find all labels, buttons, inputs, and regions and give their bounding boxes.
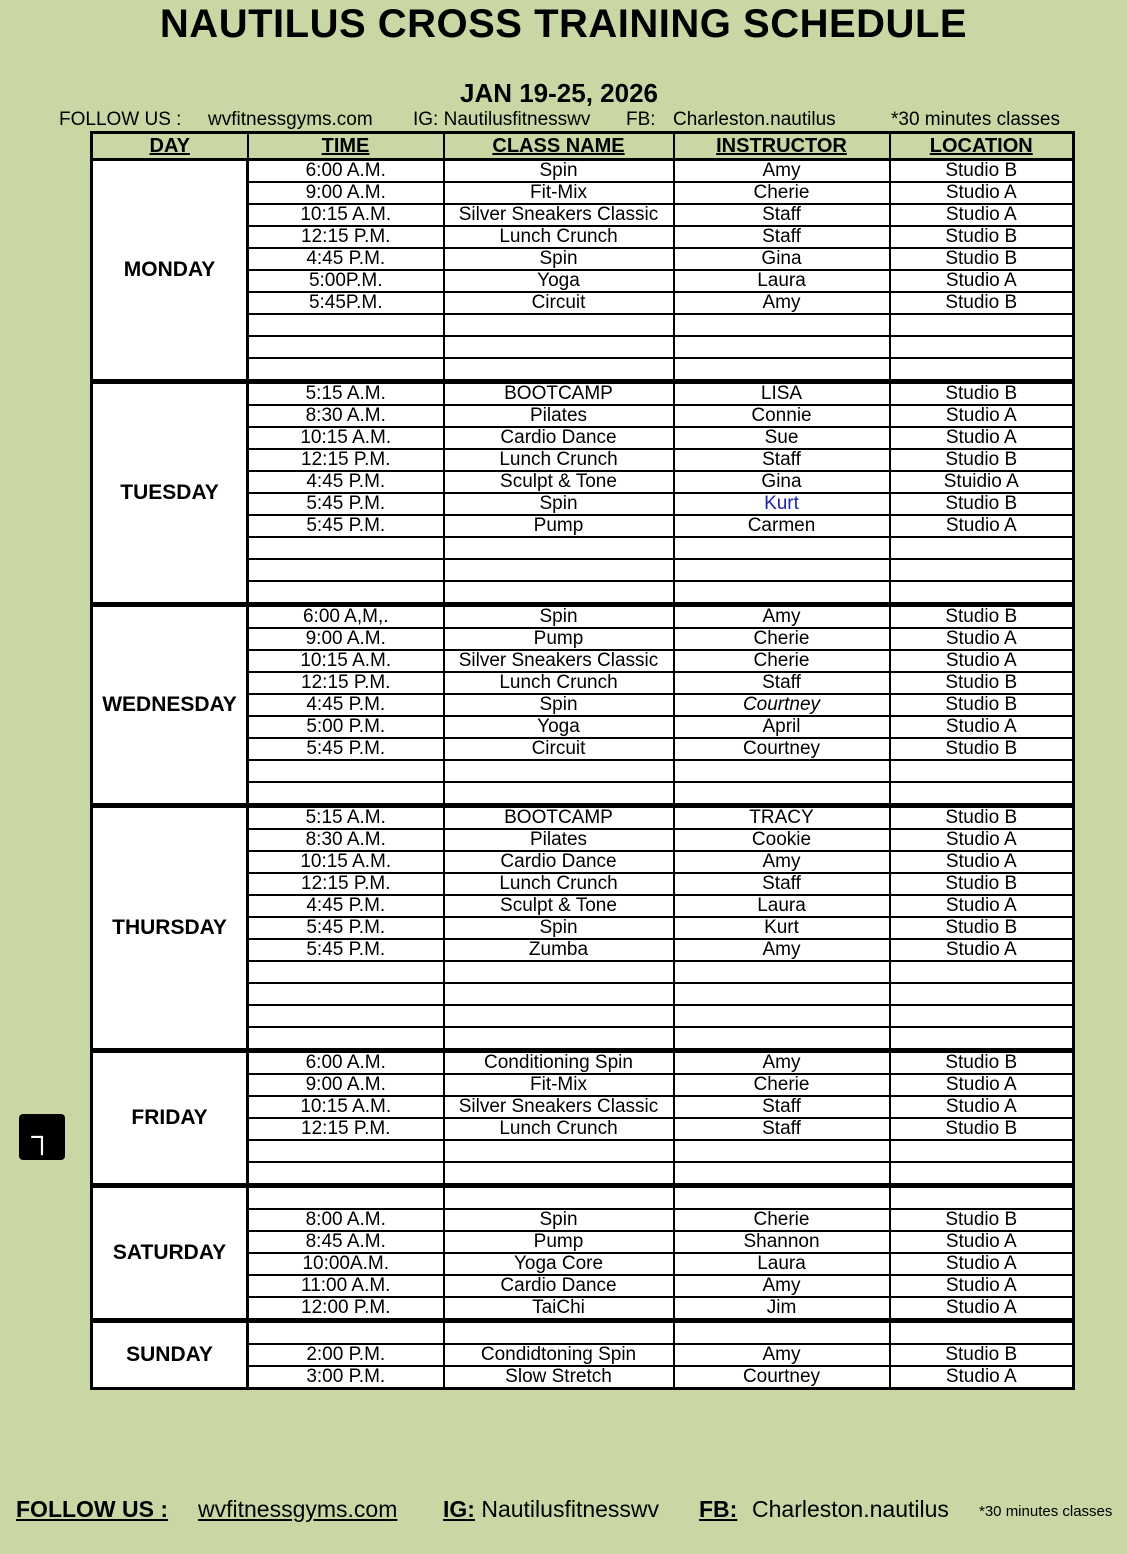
instructor-cell: Courtney bbox=[674, 738, 890, 760]
instructor-cell: Staff bbox=[674, 204, 890, 226]
instructor-cell bbox=[674, 961, 890, 983]
time-cell: 10:15 A.M. bbox=[248, 650, 444, 672]
time-cell: 8:00 A.M. bbox=[248, 1209, 444, 1231]
location-cell: Studio A bbox=[890, 270, 1074, 292]
time-cell: 5:45 P.M. bbox=[248, 738, 444, 760]
time-cell bbox=[248, 1186, 444, 1210]
day-cell: SUNDAY bbox=[92, 1321, 248, 1389]
class-name-cell: Spin bbox=[444, 493, 674, 515]
class-name-cell: Condidtoning Spin bbox=[444, 1344, 674, 1366]
class-name-cell: Pilates bbox=[444, 405, 674, 427]
location-cell: Studio B bbox=[890, 292, 1074, 314]
location-cell: Studio A bbox=[890, 1231, 1074, 1253]
instructor-cell: Cherie bbox=[674, 628, 890, 650]
location-cell bbox=[890, 581, 1074, 605]
instructor-cell: Staff bbox=[674, 1096, 890, 1118]
time-cell: 3:00 P.M. bbox=[248, 1366, 444, 1389]
location-cell: Studio A bbox=[890, 1366, 1074, 1389]
class-name-cell: Spin bbox=[444, 160, 674, 183]
location-cell: Studio B bbox=[890, 605, 1074, 629]
instructor-cell: Amy bbox=[674, 1051, 890, 1075]
time-cell: 6:00 A.M. bbox=[248, 1051, 444, 1075]
table-row bbox=[92, 1186, 1074, 1210]
location-cell bbox=[890, 314, 1074, 336]
instructor-cell: Laura bbox=[674, 1253, 890, 1275]
instructor-cell bbox=[674, 1321, 890, 1345]
table-row bbox=[92, 1321, 1074, 1345]
class-name-cell bbox=[444, 782, 674, 806]
time-cell: 12:15 P.M. bbox=[248, 873, 444, 895]
location-cell: Studio A bbox=[890, 515, 1074, 537]
time-cell: 5:45P.M. bbox=[248, 292, 444, 314]
class-name-cell: Slow Stretch bbox=[444, 1366, 674, 1389]
instructor-cell: Cherie bbox=[674, 182, 890, 204]
time-cell: 9:00 A.M. bbox=[248, 628, 444, 650]
location-cell: Studio A bbox=[890, 829, 1074, 851]
time-cell: 12:15 P.M. bbox=[248, 226, 444, 248]
instructor-cell bbox=[674, 760, 890, 782]
class-name-cell: Cardio Dance bbox=[444, 1275, 674, 1297]
location-cell bbox=[890, 537, 1074, 559]
location-cell: Studio A bbox=[890, 204, 1074, 226]
class-name-cell: Pilates bbox=[444, 829, 674, 851]
class-name-cell: Pump bbox=[444, 628, 674, 650]
location-cell: Studio A bbox=[890, 628, 1074, 650]
class-name-cell bbox=[444, 1027, 674, 1051]
time-cell: 11:00 A.M. bbox=[248, 1275, 444, 1297]
location-cell: Studio B bbox=[890, 160, 1074, 183]
location-cell: Studio B bbox=[890, 738, 1074, 760]
class-name-cell: TaiChi bbox=[444, 1297, 674, 1321]
location-cell: Studio B bbox=[890, 1344, 1074, 1366]
time-cell: 5:45 P.M. bbox=[248, 515, 444, 537]
time-cell: 5:45 P.M. bbox=[248, 917, 444, 939]
location-cell: Studio A bbox=[890, 1074, 1074, 1096]
class-name-cell: Circuit bbox=[444, 292, 674, 314]
instructor-cell: Carmen bbox=[674, 515, 890, 537]
instructor-cell: Amy bbox=[674, 292, 890, 314]
time-cell bbox=[248, 983, 444, 1005]
time-cell: 8:45 A.M. bbox=[248, 1231, 444, 1253]
class-name-cell bbox=[444, 1186, 674, 1210]
location-cell: Studio B bbox=[890, 449, 1074, 471]
table-header-row bbox=[92, 133, 1074, 160]
class-name-cell: Cardio Dance bbox=[444, 851, 674, 873]
table-row bbox=[92, 160, 1074, 183]
location-cell: Studio B bbox=[890, 806, 1074, 830]
class-name-cell: Silver Sneakers Classic bbox=[444, 204, 674, 226]
class-name-cell: Spin bbox=[444, 694, 674, 716]
location-cell: Studio A bbox=[890, 182, 1074, 204]
website-link[interactable]: wvfitnessgyms.com bbox=[208, 109, 373, 130]
location-cell: Studio A bbox=[890, 650, 1074, 672]
time-cell: 4:45 P.M. bbox=[248, 694, 444, 716]
column-header-time: TIME bbox=[248, 133, 444, 160]
time-cell bbox=[248, 760, 444, 782]
time-cell bbox=[248, 1027, 444, 1051]
instructor-cell: Connie bbox=[674, 405, 890, 427]
instructor-cell: Amy bbox=[674, 1275, 890, 1297]
time-cell: 2:00 P.M. bbox=[248, 1344, 444, 1366]
instructor-cell: Cherie bbox=[674, 1074, 890, 1096]
location-cell: Studio B bbox=[890, 1051, 1074, 1075]
class-name-cell: Spin bbox=[444, 917, 674, 939]
location-cell: Studio A bbox=[890, 1096, 1074, 1118]
time-cell bbox=[248, 1140, 444, 1162]
class-name-cell bbox=[444, 358, 674, 382]
instructor-cell: Kurt bbox=[674, 917, 890, 939]
time-cell: 5:00P.M. bbox=[248, 270, 444, 292]
class-name-cell: Pump bbox=[444, 515, 674, 537]
instructor-cell: LISA bbox=[674, 382, 890, 406]
time-cell: 9:00 A.M. bbox=[248, 182, 444, 204]
instructor-cell bbox=[674, 1140, 890, 1162]
instructor-cell bbox=[674, 1005, 890, 1027]
website-link-bottom[interactable]: wvfitnessgyms.com bbox=[198, 1496, 398, 1522]
instructor-cell: Gina bbox=[674, 248, 890, 270]
class-length-note-bottom: *30 minutes classes bbox=[979, 1503, 1113, 1520]
class-name-cell: Yoga bbox=[444, 270, 674, 292]
instructor-cell: Amy bbox=[674, 605, 890, 629]
instructor-cell bbox=[674, 1027, 890, 1051]
instructor-cell: Staff bbox=[674, 449, 890, 471]
time-cell: 6:00 A,M,. bbox=[248, 605, 444, 629]
time-cell bbox=[248, 1162, 444, 1186]
time-cell: 4:45 P.M. bbox=[248, 471, 444, 493]
location-cell: Studio A bbox=[890, 895, 1074, 917]
location-cell: Studio B bbox=[890, 248, 1074, 270]
time-cell: 4:45 P.M. bbox=[248, 895, 444, 917]
location-cell bbox=[890, 782, 1074, 806]
time-cell bbox=[248, 1005, 444, 1027]
time-cell bbox=[248, 537, 444, 559]
class-name-cell bbox=[444, 961, 674, 983]
time-cell bbox=[248, 1321, 444, 1345]
location-cell: Studio B bbox=[890, 1118, 1074, 1140]
time-cell: 12:15 P.M. bbox=[248, 449, 444, 471]
day-cell: TUESDAY bbox=[92, 382, 248, 605]
instructor-cell: Staff bbox=[674, 672, 890, 694]
instructor-cell: Amy bbox=[674, 160, 890, 183]
location-cell: Studio A bbox=[890, 405, 1074, 427]
time-cell bbox=[248, 358, 444, 382]
instructor-cell: Staff bbox=[674, 226, 890, 248]
location-cell: Studio B bbox=[890, 694, 1074, 716]
instructor-cell: Gina bbox=[674, 471, 890, 493]
time-cell: 10:15 A.M. bbox=[248, 427, 444, 449]
time-cell bbox=[248, 336, 444, 358]
instructor-cell bbox=[674, 358, 890, 382]
time-cell bbox=[248, 961, 444, 983]
column-header-day: DAY bbox=[92, 133, 248, 160]
column-header-instructor: INSTRUCTOR bbox=[674, 133, 890, 160]
location-cell bbox=[890, 1005, 1074, 1027]
class-name-cell: Lunch Crunch bbox=[444, 873, 674, 895]
instructor-cell: Jim bbox=[674, 1297, 890, 1321]
instructor-cell bbox=[674, 581, 890, 605]
class-name-cell bbox=[444, 314, 674, 336]
class-name-cell bbox=[444, 1005, 674, 1027]
location-cell: Studio B bbox=[890, 382, 1074, 406]
location-cell: Stuidio A bbox=[890, 471, 1074, 493]
class-name-cell: Sculpt & Tone bbox=[444, 895, 674, 917]
instructor-cell: Amy bbox=[674, 851, 890, 873]
instructor-cell: Kurt bbox=[674, 493, 890, 515]
instructor-cell: April bbox=[674, 716, 890, 738]
location-cell: Studio A bbox=[890, 716, 1074, 738]
table-row bbox=[92, 806, 1074, 830]
time-cell bbox=[248, 314, 444, 336]
column-header-class-name: CLASS NAME bbox=[444, 133, 674, 160]
time-cell: 9:00 A.M. bbox=[248, 1074, 444, 1096]
class-name-cell: Lunch Crunch bbox=[444, 226, 674, 248]
class-name-cell bbox=[444, 559, 674, 581]
column-header-location: LOCATION bbox=[890, 133, 1074, 160]
day-cell: WEDNESDAY bbox=[92, 605, 248, 806]
instructor-cell: Staff bbox=[674, 1118, 890, 1140]
instructor-cell: Cookie bbox=[674, 829, 890, 851]
follow-bar-bottom bbox=[0, 1496, 1127, 1528]
instructor-cell: Courtney bbox=[674, 1366, 890, 1389]
location-cell bbox=[890, 1321, 1074, 1345]
instructor-cell bbox=[674, 1162, 890, 1186]
day-cell: FRIDAY bbox=[92, 1051, 248, 1186]
time-cell: 4:45 P.M. bbox=[248, 248, 444, 270]
class-name-cell: Pump bbox=[444, 1231, 674, 1253]
class-name-cell bbox=[444, 537, 674, 559]
time-cell: 12:15 P.M. bbox=[248, 1118, 444, 1140]
class-name-cell bbox=[444, 1140, 674, 1162]
follow-label: FOLLOW US : bbox=[59, 109, 182, 130]
class-name-cell: Spin bbox=[444, 248, 674, 270]
follow-bar-top bbox=[0, 109, 1127, 131]
instagram-handle: IG: Nautilusfitnesswv bbox=[413, 109, 591, 130]
table-row bbox=[92, 382, 1074, 406]
day-cell: THURSDAY bbox=[92, 806, 248, 1051]
schedule-dates: JAN 19-25, 2026 bbox=[459, 78, 659, 108]
class-name-cell: Lunch Crunch bbox=[444, 672, 674, 694]
time-cell: 5:15 A.M. bbox=[248, 382, 444, 406]
location-cell bbox=[890, 358, 1074, 382]
location-cell bbox=[890, 983, 1074, 1005]
instructor-cell: Shannon bbox=[674, 1231, 890, 1253]
instructor-cell: Amy bbox=[674, 939, 890, 961]
ig-label: IG: bbox=[443, 1496, 475, 1522]
instructor-cell bbox=[674, 336, 890, 358]
class-name-cell: Cardio Dance bbox=[444, 427, 674, 449]
location-cell bbox=[890, 1162, 1074, 1186]
schedule-table bbox=[90, 131, 1075, 1390]
time-cell: 5:00 P.M. bbox=[248, 716, 444, 738]
instructor-cell: Amy bbox=[674, 1344, 890, 1366]
facebook-label: FB: bbox=[626, 109, 656, 130]
facebook-label-bottom: FB: bbox=[699, 1496, 738, 1522]
class-name-cell: Zumba bbox=[444, 939, 674, 961]
facebook-handle: Charleston.nautilus bbox=[673, 109, 836, 130]
table-row bbox=[92, 605, 1074, 629]
time-cell bbox=[248, 581, 444, 605]
location-cell: Studio A bbox=[890, 939, 1074, 961]
instructor-cell: Sue bbox=[674, 427, 890, 449]
location-cell: Studio B bbox=[890, 493, 1074, 515]
class-name-cell: Spin bbox=[444, 1209, 674, 1231]
class-name-cell bbox=[444, 1162, 674, 1186]
location-cell bbox=[890, 559, 1074, 581]
instructor-cell: Staff bbox=[674, 873, 890, 895]
instructor-cell bbox=[674, 314, 890, 336]
day-cell: SATURDAY bbox=[92, 1186, 248, 1321]
time-cell: 5:15 A.M. bbox=[248, 806, 444, 830]
instructor-cell bbox=[674, 1186, 890, 1210]
location-cell bbox=[890, 1186, 1074, 1210]
location-cell: Studio B bbox=[890, 1209, 1074, 1231]
location-cell: Studio B bbox=[890, 226, 1074, 248]
follow-label-bottom: FOLLOW US : bbox=[16, 1496, 169, 1522]
location-cell: Studio A bbox=[890, 427, 1074, 449]
location-cell bbox=[890, 1027, 1074, 1051]
instructor-cell: Laura bbox=[674, 270, 890, 292]
time-cell: 10:15 A.M. bbox=[248, 204, 444, 226]
location-cell bbox=[890, 336, 1074, 358]
instructor-cell bbox=[674, 983, 890, 1005]
time-cell bbox=[248, 559, 444, 581]
time-cell: 10:15 A.M. bbox=[248, 851, 444, 873]
class-name-cell bbox=[444, 1321, 674, 1345]
location-cell: Studio A bbox=[890, 1297, 1074, 1321]
time-cell: 12:00 P.M. bbox=[248, 1297, 444, 1321]
class-name-cell bbox=[444, 336, 674, 358]
class-name-cell: Silver Sneakers Classic bbox=[444, 650, 674, 672]
location-cell bbox=[890, 760, 1074, 782]
time-cell: 10:00A.M. bbox=[248, 1253, 444, 1275]
time-cell: 8:30 A.M. bbox=[248, 405, 444, 427]
time-cell: 5:45 P.M. bbox=[248, 939, 444, 961]
class-name-cell: BOOTCAMP bbox=[444, 382, 674, 406]
time-cell: 12:15 P.M. bbox=[248, 672, 444, 694]
schedule-title: NAUTILUS CROSS TRAINING SCHEDULE bbox=[159, 2, 968, 46]
facebook-handle-bottom: Charleston.nautilus bbox=[752, 1496, 949, 1522]
class-name-cell: Lunch Crunch bbox=[444, 1118, 674, 1140]
table-row bbox=[92, 1051, 1074, 1075]
class-name-cell: BOOTCAMP bbox=[444, 806, 674, 830]
class-name-cell: Fit-Mix bbox=[444, 1074, 674, 1096]
location-cell bbox=[890, 961, 1074, 983]
class-name-cell bbox=[444, 581, 674, 605]
location-cell: Studio A bbox=[890, 851, 1074, 873]
class-name-cell: Sculpt & Tone bbox=[444, 471, 674, 493]
day-cell: MONDAY bbox=[92, 160, 248, 382]
class-name-cell: Lunch Crunch bbox=[444, 449, 674, 471]
instructor-cell: Cherie bbox=[674, 1209, 890, 1231]
location-cell: Studio B bbox=[890, 917, 1074, 939]
location-cell bbox=[890, 1140, 1074, 1162]
class-name-cell bbox=[444, 983, 674, 1005]
instructor-cell: Laura bbox=[674, 895, 890, 917]
class-name-cell: Silver Sneakers Classic bbox=[444, 1096, 674, 1118]
class-name-cell: Fit-Mix bbox=[444, 182, 674, 204]
class-name-cell bbox=[444, 760, 674, 782]
location-cell: Studio A bbox=[890, 1253, 1074, 1275]
location-cell: Studio B bbox=[890, 873, 1074, 895]
time-cell: 10:15 A.M. bbox=[248, 1096, 444, 1118]
instructor-cell: TRACY bbox=[674, 806, 890, 830]
time-cell: 5:45 P.M. bbox=[248, 493, 444, 515]
instructor-cell bbox=[674, 559, 890, 581]
time-cell bbox=[248, 782, 444, 806]
instructor-cell bbox=[674, 537, 890, 559]
location-cell: Studio B bbox=[890, 672, 1074, 694]
instructor-cell bbox=[674, 782, 890, 806]
class-name-cell: Yoga Core bbox=[444, 1253, 674, 1275]
time-cell: 8:30 A.M. bbox=[248, 829, 444, 851]
class-length-note: *30 minutes classes bbox=[891, 109, 1060, 130]
page-tab-icon[interactable]: ┐ bbox=[19, 1114, 65, 1160]
instructor-cell: Cherie bbox=[674, 650, 890, 672]
time-cell: 6:00 A.M. bbox=[248, 160, 444, 183]
instructor-cell: Courtney bbox=[674, 694, 890, 716]
ig-handle: Nautilusfitnesswv bbox=[474, 1496, 660, 1522]
location-cell: Studio A bbox=[890, 1275, 1074, 1297]
class-name-cell: Yoga bbox=[444, 716, 674, 738]
class-name-cell: Spin bbox=[444, 605, 674, 629]
class-name-cell: Conditioning Spin bbox=[444, 1051, 674, 1075]
class-name-cell: Circuit bbox=[444, 738, 674, 760]
instagram-handle-bottom bbox=[443, 1496, 659, 1523]
